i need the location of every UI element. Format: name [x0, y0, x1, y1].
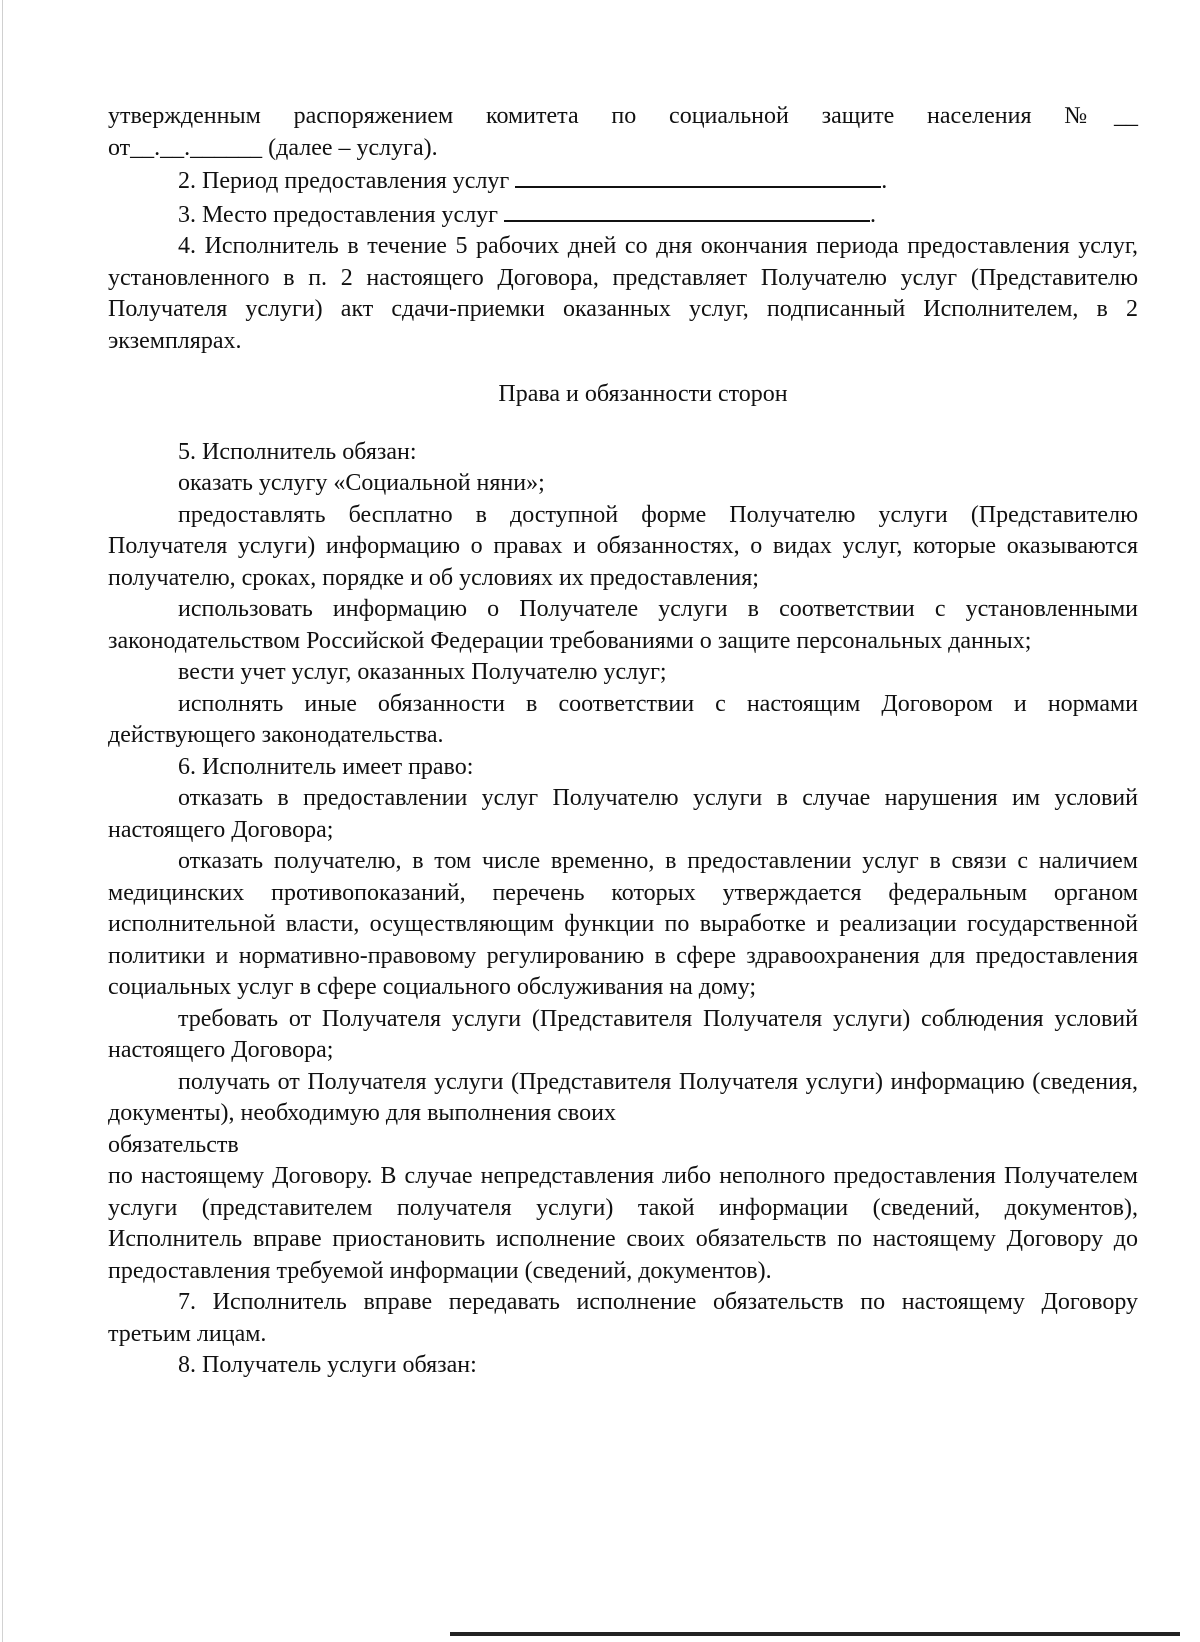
item-6-d-part1: получать от Получателя услуги (Представителя Получателя услуги) информацию (сведения, документы), необходимую для выполнения своих [108, 1068, 1138, 1126]
section-heading: Права и обязанности сторон [498, 381, 788, 407]
item-5-title: 5. Исполнитель обязан: [178, 438, 417, 465]
item-6-c: требовать от Получателя услуги (Представителя Получателя услуги) соблюдения условий настоящего Договора; [108, 1005, 1138, 1063]
intro-line-1: утвержденным распоряжением комитета по социальной защите населения №__ [108, 103, 1138, 129]
item-2 [108, 164, 1138, 198]
item-4: 4. Исполнитель в течение 5 рабочих дней со дня окончания периода предоставления услуг, установленного в п. 2 настоящего Договора, представляет Получателю услуг (Представителю Получателя услуги) акт сдачи-приемки оказанных услуг, подписанный Исполнителем, в 2 экземплярах. [108, 233, 1138, 354]
item-2-blank [515, 164, 881, 188]
scan-bottom-line [450, 1632, 1180, 1636]
item-6-b: отказать получателю, в том числе временно, в предоставлении услуг в связи с наличием медицинских противопоказаний, перечень которых утверждается федеральным органом исполнительной власти, осуществляющим функции по выработке и реализации государственной политики и нормативно-правовому регулированию в сфере здравоохранения для предоставления социальных услуг в сфере социального обслуживания на дому; [108, 848, 1138, 1000]
document-body [108, 101, 1138, 1382]
item-6-d-part2: обязательств [108, 1131, 239, 1158]
item-3 [108, 198, 1138, 232]
item-5-c: использовать информацию о Получателе услуги в соответствии с установленными законодательством Российской Федерации требованиями о защите персональных данных; [108, 596, 1138, 654]
item-2-label: 2. Период предоставления услуг [178, 168, 510, 194]
item-6-title: 6. Исполнитель имеет право: [178, 753, 474, 780]
item-5-b: предоставлять бесплатно в доступной форме Получателю услуги (Представителю Получателя услуги) информацию о правах и обязанностях, о видах услуг, которые оказываются получателю, сроках, порядке и об условиях их предоставления; [108, 501, 1138, 591]
item-8-title: 8. Получатель услуги обязан: [178, 1352, 477, 1378]
item-5-e: исполнять иные обязанности в соответствии с настоящим Договором и нормами действующего законодательства. [108, 690, 1138, 748]
item-3-label: 3. Место предоставления услуг [178, 201, 499, 228]
intro-line-2: от__.__.______ (далее – услуга). [108, 134, 438, 161]
item-7: 7. Исполнитель вправе передавать исполнение обязательств по настоящему Договору третьим лицам. [108, 1289, 1138, 1347]
item-6-d-part3: по настоящему Договору. В случае непредставления либо неполного предоставления Получателем услуги (представителем получателя услуги) такой информации (сведений, документов), Исполнитель вправе приостановить исполнение своих обязательств по настоящему Договору до предоставления требуемой информации (сведений, документов). [108, 1163, 1138, 1284]
item-5-d: вести учет услуг, оказанных Получателю услуг; [178, 659, 667, 685]
item-3-end: . [870, 201, 877, 228]
scan-edge [2, 0, 3, 1642]
item-3-blank [504, 198, 870, 222]
item-5-a: оказать услугу «Социальной няни»; [178, 470, 545, 496]
item-2-end: . [881, 168, 888, 194]
item-6-a: отказать в предоставлении услуг Получателю услуги в случае нарушения им условий настоящего Договора; [108, 785, 1138, 843]
